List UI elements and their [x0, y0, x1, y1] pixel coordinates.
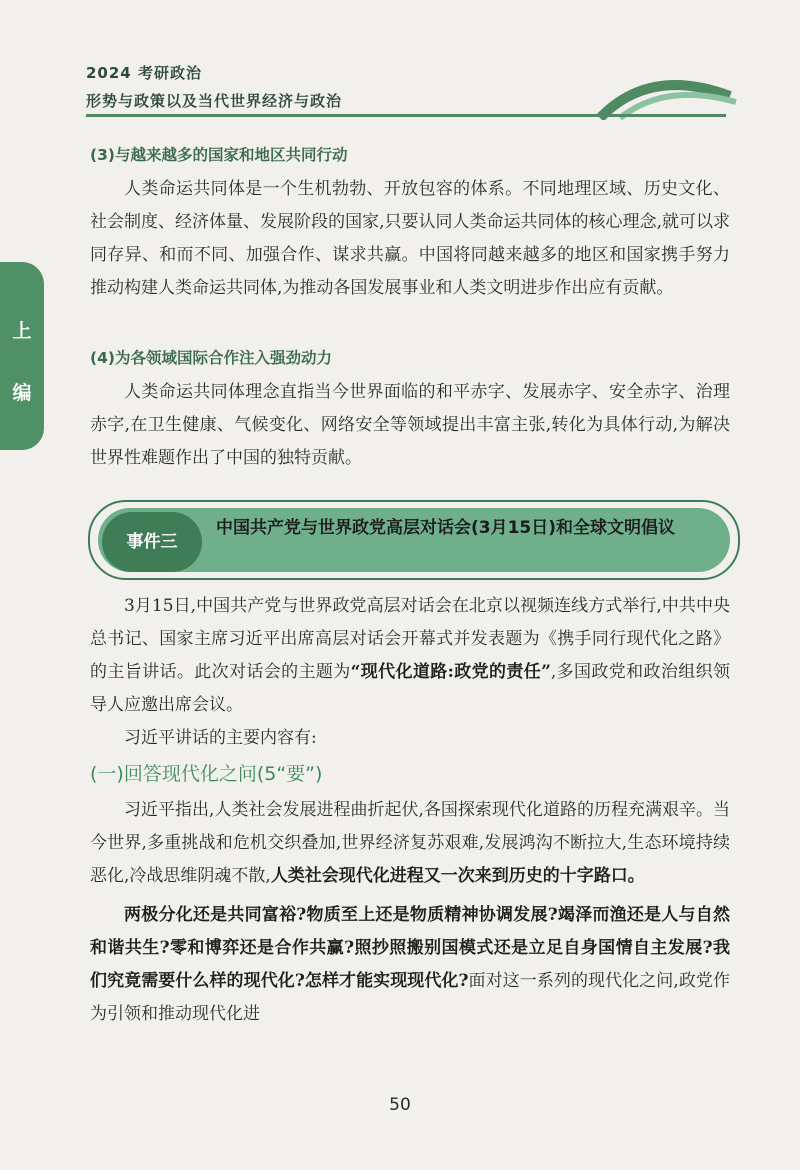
section-a-heading: (3)与越来越多的国家和地区共同行动 [90, 146, 348, 164]
event-p4-tail: 面对这一系列的现代化之问,政党作为引领和推动现代化进 [90, 971, 730, 1024]
event-banner-fill [98, 508, 730, 572]
header-arc-ornament [590, 72, 740, 120]
event-paragraph-4 [90, 899, 730, 1031]
section-a-paragraph: 人类命运共同体是一个生机勃勃、开放包容的体系。不同地理区域、历史文化、社会制度、经济体量、发展阶段的国家,只要认同人类命运共同体的核心理念,就可以求同存异、和而不同、加强合作、谋求共赢。中国将同越来越多的地区和国家携手努力推动构建人类命运共同体,为推动各国发展事业和人类文明进步作出应有贡献。 [90, 179, 730, 298]
event-subheading: (一)回答现代化之问(5“要”) [90, 763, 323, 785]
event-p1-tail: ,多国政党和政治组织领导人应邀出席会议。 [90, 662, 730, 715]
event-body [90, 590, 730, 1031]
page-number: 50 [389, 1095, 411, 1115]
section-a [90, 143, 730, 305]
header-subtitle: 形势与政策以及当代世界经济与政治 [86, 92, 343, 110]
side-tab-char-1: 上 [12, 320, 32, 342]
event-title: 中国共产党与世界政党高层对话会(3月15日)和全球文明倡议 [216, 518, 676, 538]
event-banner [88, 500, 740, 580]
section-b-paragraph: 人类命运共同体理念直指当今世界面临的和平赤字、发展赤字、安全赤字、治理赤字,在卫生健康、气候变化、网络安全等领域提出丰富主张,转化为具体行动,为解决世界性难题作出了中国的独特贡献。 [90, 382, 730, 468]
header-book-title: 2024 考研政治 [86, 64, 202, 82]
event-p4-questions: 两极分化还是共同富裕?物质至上还是物质精神协调发展?竭泽而渔还是人与自然和谐共生?零和博弈还是合作共赢?照抄照搬别国模式还是立足自身国情自主发展?我们究竟需要什么样的现代化?怎样才能实现现代化? [90, 905, 730, 991]
side-tab-char-2: 编 [12, 382, 32, 404]
event-paragraph-1 [90, 590, 730, 722]
event-p3-bold: 人类社会现代化进程又一次来到历史的十字路口。 [270, 866, 645, 886]
section-b [90, 346, 730, 475]
section-b-heading: (4)为各领域国际合作注入强劲动力 [90, 349, 332, 367]
event-paragraph-2: 习近平讲话的主要内容有: [124, 728, 317, 748]
event-paragraph-3 [90, 794, 730, 893]
event-label: 事件三 [102, 512, 202, 572]
event-p3-text: 习近平指出,人类社会发展进程曲折起伏,各国探索现代化道路的历程充满艰辛。当今世界,多重挑战和危机交织叠加,世界经济复苏艰难,发展鸿沟不断拉大,生态环境持续恶化,冷战思维阴魂不散, [90, 800, 730, 886]
event-p1-theme: “现代化道路:政党的责任” [350, 662, 551, 682]
side-tab-part-marker [0, 262, 44, 450]
event-p1-text: 3月15日,中国共产党与世界政党高层对话会在北京以视频连线方式举行,中共中央总书记、国家主席习近平出席高层对话会开幕式并发表题为《携手同行现代化之路》的主旨讲话。此次对话会的主题为 [90, 596, 730, 682]
header-rule [86, 114, 726, 117]
